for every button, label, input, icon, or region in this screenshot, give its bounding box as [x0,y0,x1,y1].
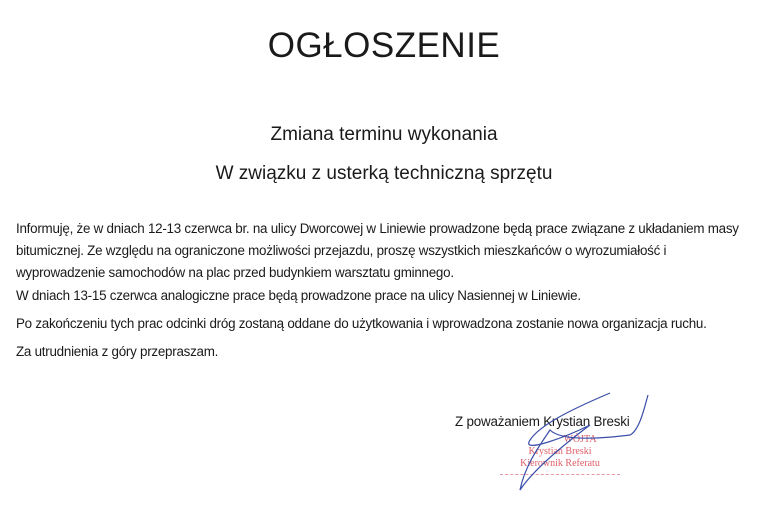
paragraph-main: Informuję, że w dniach 12-13 czerwca br. na ulicy Dworcowej w Liniewie prowadzone będą prace związane z układaniem masy bitumicznej. Ze względu na ograniczone możliwości przejazdu, proszę wszystkich mieszkańców o wyrozumiałość i wyprowadzenie samochodów na plac przed budynkiem warsztatu gminnego. [16,221,739,280]
paragraph-completion: Po zakończeniu tych prac odcinki dróg zostaną oddane do użytkowania i wprowadzona zostanie nowa organizacja ruchu. [16,316,707,331]
handwritten-signature-icon [420,385,650,495]
subtitle-reason: W związku z usterką techniczną sprzętu [215,163,553,184]
signature-text: Z poważaniem Krystian Breski [455,414,630,429]
subtitle-change: Zmiana terminu wykonania [270,124,498,145]
stamp-line-2: Krystian Breski [528,446,592,457]
paragraph-apology: Za utrudnienia z góry przepraszam. [16,344,219,359]
page-title: OGŁOSZENIE [267,26,501,65]
paragraph-nasienna: W dniach 13-15 czerwca analogiczne prace będą prowadzone prace na ulicy Nasiennej w Liniewie. [16,288,581,303]
stamp-line-1: WÓJTA [563,434,597,445]
stamp-line-3: Kierownik Referatu [520,458,600,469]
